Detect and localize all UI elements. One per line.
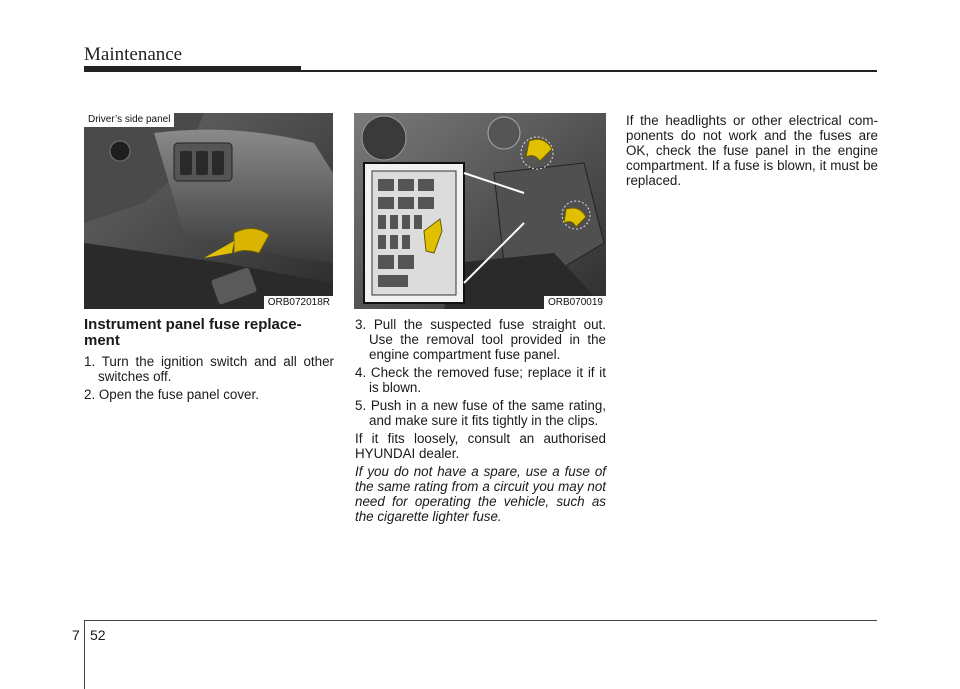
step-item: 5. Push in a new fuse of the same rating, and make sure it fits tightly in the clips. (355, 398, 606, 428)
engine-compartment-photo (354, 113, 606, 309)
header-rule-thick (84, 66, 301, 72)
figure-code: ORB072018R (264, 296, 333, 309)
figure-code: ORB070019 (544, 296, 606, 309)
body-paragraph: If it fits loosely, consult an authorised HYUNDAI dealer. (355, 431, 606, 461)
steps-list (84, 354, 334, 402)
note-paragraph: If you do not have a spare, use a fuse of the same rating from a circuit you may not need for operating the vehicle, such as the cigarette lighter fuse. (355, 464, 606, 524)
chapter-number: 7 (72, 627, 80, 643)
driver-side-panel-photo (84, 113, 333, 309)
header-rule (300, 70, 877, 72)
column-3 (626, 113, 878, 191)
step-item: 3. Pull the suspected fuse straight out. Use the removal tool provided in the engine compartment fuse panel. (355, 317, 606, 362)
footer-rule (84, 620, 877, 621)
page-header-title: Maintenance (84, 44, 183, 65)
page-number: 52 (90, 627, 106, 643)
driver-side-panel-illustration (84, 113, 333, 309)
column-2 (355, 317, 606, 527)
body-paragraph: If the headlights or other electrical com-ponents do not work and the fuses are OK, check the fuse panel in the engine compartment. If a fuse is blown, it must be replaced. (626, 113, 878, 188)
step-item: 2. Open the fuse panel cover. (84, 387, 259, 402)
steps-list (355, 317, 606, 428)
engine-fuse-box-illustration (354, 113, 606, 309)
section-heading: Instrument panel fuse replace-ment (84, 316, 302, 349)
footer-divider (84, 620, 85, 689)
column-1 (84, 317, 334, 405)
step-item: 1. Turn the ignition switch and all other switches off. (84, 354, 334, 384)
figure-caption: Driver’s side panel (84, 113, 174, 127)
step-item: 4. Check the removed fuse; replace it if it is blown. (355, 365, 606, 395)
